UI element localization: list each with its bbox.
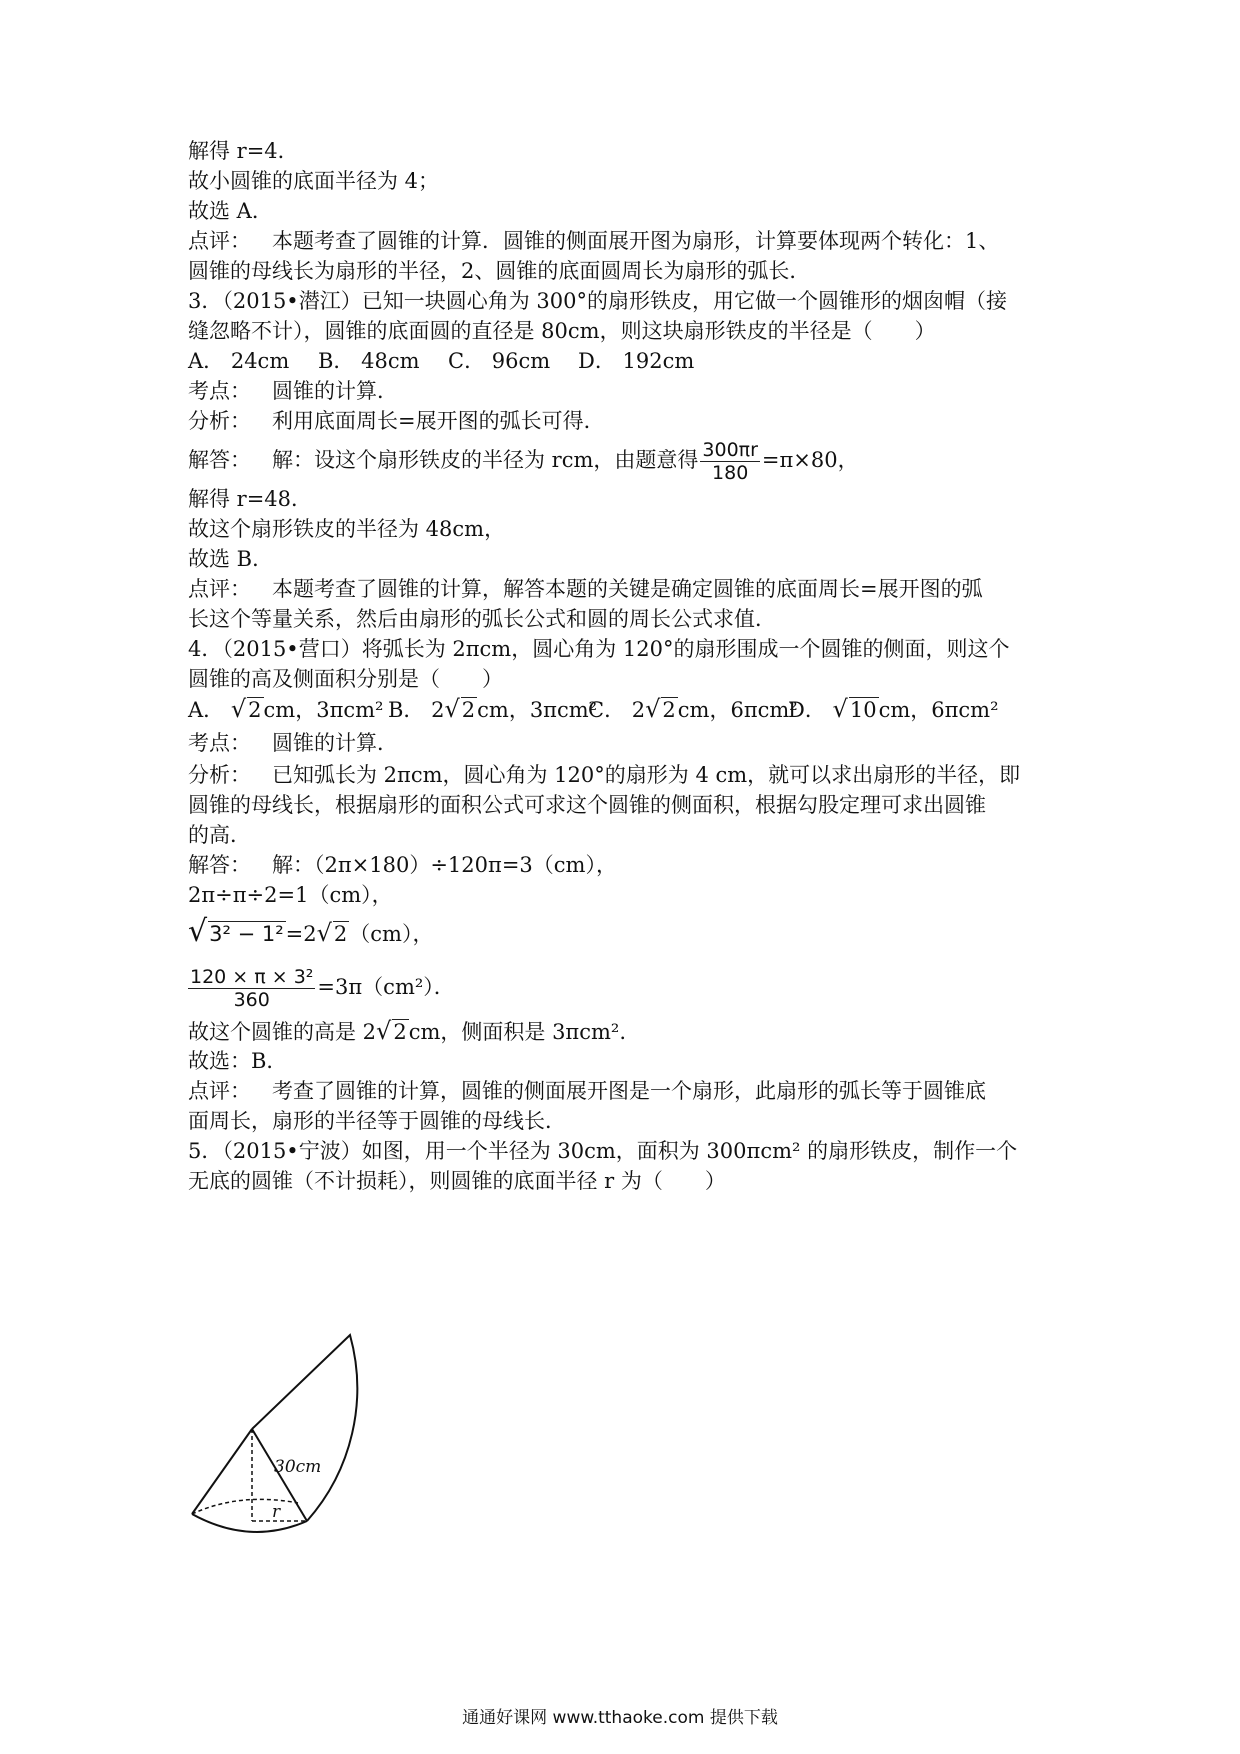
option-b: B． 48cm [318, 349, 420, 373]
sqrt-line [188, 914, 433, 952]
option-c: C． 96cm [448, 349, 551, 373]
text-line: 圆锥的母线长，根据扇形的面积公式可求这个圆锥的侧面积，根据勾股定理可求出圆锥 [188, 793, 986, 817]
text-line: 的高． [188, 823, 251, 847]
comment-label: 点评： [188, 577, 251, 601]
option-a-prefix: A． [188, 698, 225, 722]
sqrt-icon: √ [188, 914, 208, 949]
question-4-options [188, 694, 999, 725]
base-front-arc [192, 1514, 307, 1532]
equals-text: =2 [285, 922, 317, 946]
jieda-text: =π×80， [761, 448, 859, 472]
fenxi-label: 分析： [188, 763, 251, 787]
jieda-text: 解：设这个扇形铁皮的半径为 rcm，由题意得 [272, 448, 699, 472]
sqrt-icon: √ [316, 919, 332, 947]
fraction [188, 966, 315, 1011]
jieda-line [188, 436, 859, 484]
question-5-stem: 5．（2015•宁波）如图，用一个半径为 30cm，面积为 300πcm² 的扇形铁皮，制作一个 [188, 1139, 1018, 1163]
option-b-prefix: B． 2 [388, 698, 445, 722]
fenxi-text: 利用底面周长=展开图的弧长可得． [272, 409, 605, 433]
comment-line [188, 574, 983, 604]
option-a: A． 24cm [188, 349, 290, 373]
comment-text: 考查了圆锥的计算，圆锥的侧面展开图是一个扇形，此扇形的弧长等于圆锥底 [272, 1079, 986, 1103]
option-c-prefix: C． 2 [588, 698, 646, 722]
fenxi-line [188, 760, 1020, 790]
sector-outline [252, 1335, 357, 1521]
fraction-numerator: 120 × π × 3² [190, 966, 314, 988]
question-4-stem: 圆锥的高及侧面积分别是（ ） [188, 667, 503, 691]
unit-text: （cm）， [349, 922, 434, 946]
kaodian-label: 考点： [188, 379, 251, 403]
radicand: 10 [849, 698, 877, 722]
text-line: 故这个扇形铁皮的半径为 48cm， [188, 517, 506, 541]
text-line: 2π÷π÷2=1（cm）， [188, 883, 393, 907]
jieda-label: 解答： [188, 853, 251, 877]
text-line: 故选 B． [188, 547, 274, 571]
question-4-stem: 4．（2015•营口）将弧长为 2πcm，圆心角为 120°的扇形围成一个圆锥的侧面，则这个 [188, 637, 1010, 661]
result-prefix: 故这个圆锥的高是 2 [188, 1020, 377, 1044]
text-line: 面周长，扇形的半径等于圆锥的母线长． [188, 1109, 566, 1133]
sqrt-icon: √ [230, 695, 247, 723]
text-line: 长这个等量关系，然后由扇形的弧长公式和圆的周长公式求值． [188, 607, 776, 631]
text-line: 圆锥的母线长为扇形的半径，2、圆锥的底面圆周长为扇形的弧长． [188, 259, 811, 283]
kaodian-line [188, 728, 398, 758]
question-3-stem: 3．（2015•潜江）已知一块圆心角为 300°的扇形铁皮，用它做一个圆锥形的烟囱帽（接 [188, 289, 1007, 313]
kaodian-text: 圆锥的计算． [272, 731, 398, 755]
option-d-suffix: cm，6πcm² [878, 698, 999, 722]
cone-diagram [180, 1330, 410, 1560]
text-line: 解得 r=4． [188, 139, 299, 163]
radicand: 2 [393, 1020, 407, 1044]
kaodian-label: 考点： [188, 731, 251, 755]
text-line [188, 1016, 626, 1047]
page-footer: 通通好课网 www.tthaoke.com 提供下载 [462, 1708, 778, 1728]
option-c [588, 694, 798, 725]
fraction-numerator: 300πr [702, 439, 758, 461]
cone-left-edge [192, 1429, 252, 1514]
cone-figure [180, 1330, 410, 1564]
radicand: 2 [333, 922, 348, 946]
comment-label: 点评： [188, 1079, 251, 1103]
comment-line [188, 1076, 986, 1106]
fraction-denominator: 180 [712, 462, 749, 484]
sqrt-icon: √ [832, 695, 848, 723]
fraction-result: =3π（cm²）． [317, 975, 455, 999]
result-suffix: cm，侧面积是 3πcm². [408, 1020, 626, 1044]
fenxi-label: 分析： [188, 409, 251, 433]
fraction-denominator: 360 [233, 989, 270, 1011]
comment-text: 本题考查了圆锥的计算．圆锥的侧面展开图为扇形，计算要体现两个转化：1、 [272, 229, 1000, 253]
jieda-text: 解：（2π×180）÷120π=3（cm）， [272, 853, 617, 877]
radius-label: r [272, 1502, 281, 1522]
fraction [700, 439, 760, 484]
base-back-arc [192, 1499, 298, 1514]
option-b-suffix: cm，3πcm² [477, 698, 598, 722]
comment-line [188, 226, 999, 256]
option-a [188, 694, 388, 725]
slant-label: 30cm [274, 1457, 322, 1477]
question-3-options [188, 346, 694, 376]
kaodian-text: 圆锥的计算． [272, 379, 398, 403]
radicand: 2 [461, 698, 476, 722]
sqrt-icon: √ [376, 1017, 392, 1045]
sqrt-icon: √ [645, 695, 661, 723]
comment-label: 点评： [188, 229, 251, 253]
text-line: 故选 A． [188, 199, 273, 223]
radicand: 2 [248, 698, 262, 722]
kaodian-line [188, 376, 398, 406]
option-d-prefix: D． [788, 698, 826, 722]
question-5-stem: 无底的圆锥（不计损耗），则圆锥的底面半径 r 为（ ） [188, 1169, 726, 1193]
jieda-line [188, 850, 617, 880]
option-d: D． 192cm [578, 349, 695, 373]
radicand: 3² − 1² [209, 922, 284, 946]
text-line: 解得 r=48． [188, 487, 313, 511]
text-line: 故小圆锥的底面半径为 4； [188, 169, 440, 193]
fenxi-line [188, 406, 605, 436]
option-d [788, 694, 999, 725]
option-c-suffix: cm，6πcm² [677, 698, 798, 722]
question-3-stem: 缝忽略不计），圆锥的底面圆的直径是 80cm，则这块扇形铁皮的半径是（ ） [188, 319, 936, 343]
text-line: 故选：B． [188, 1049, 288, 1073]
jieda-label: 解答： [188, 448, 251, 472]
radicand: 2 [662, 698, 676, 722]
option-a-suffix: cm，3πcm² [263, 698, 384, 722]
fraction-line [188, 962, 455, 1012]
fenxi-text: 已知弧长为 2πcm，圆心角为 120°的扇形为 4 cm，就可以求出扇形的半径，即 [272, 763, 1021, 787]
sqrt-icon: √ [444, 695, 460, 723]
option-b [388, 694, 598, 725]
comment-text: 本题考查了圆锥的计算，解答本题的关键是确定圆锥的底面周长=展开图的弧 [272, 577, 983, 601]
